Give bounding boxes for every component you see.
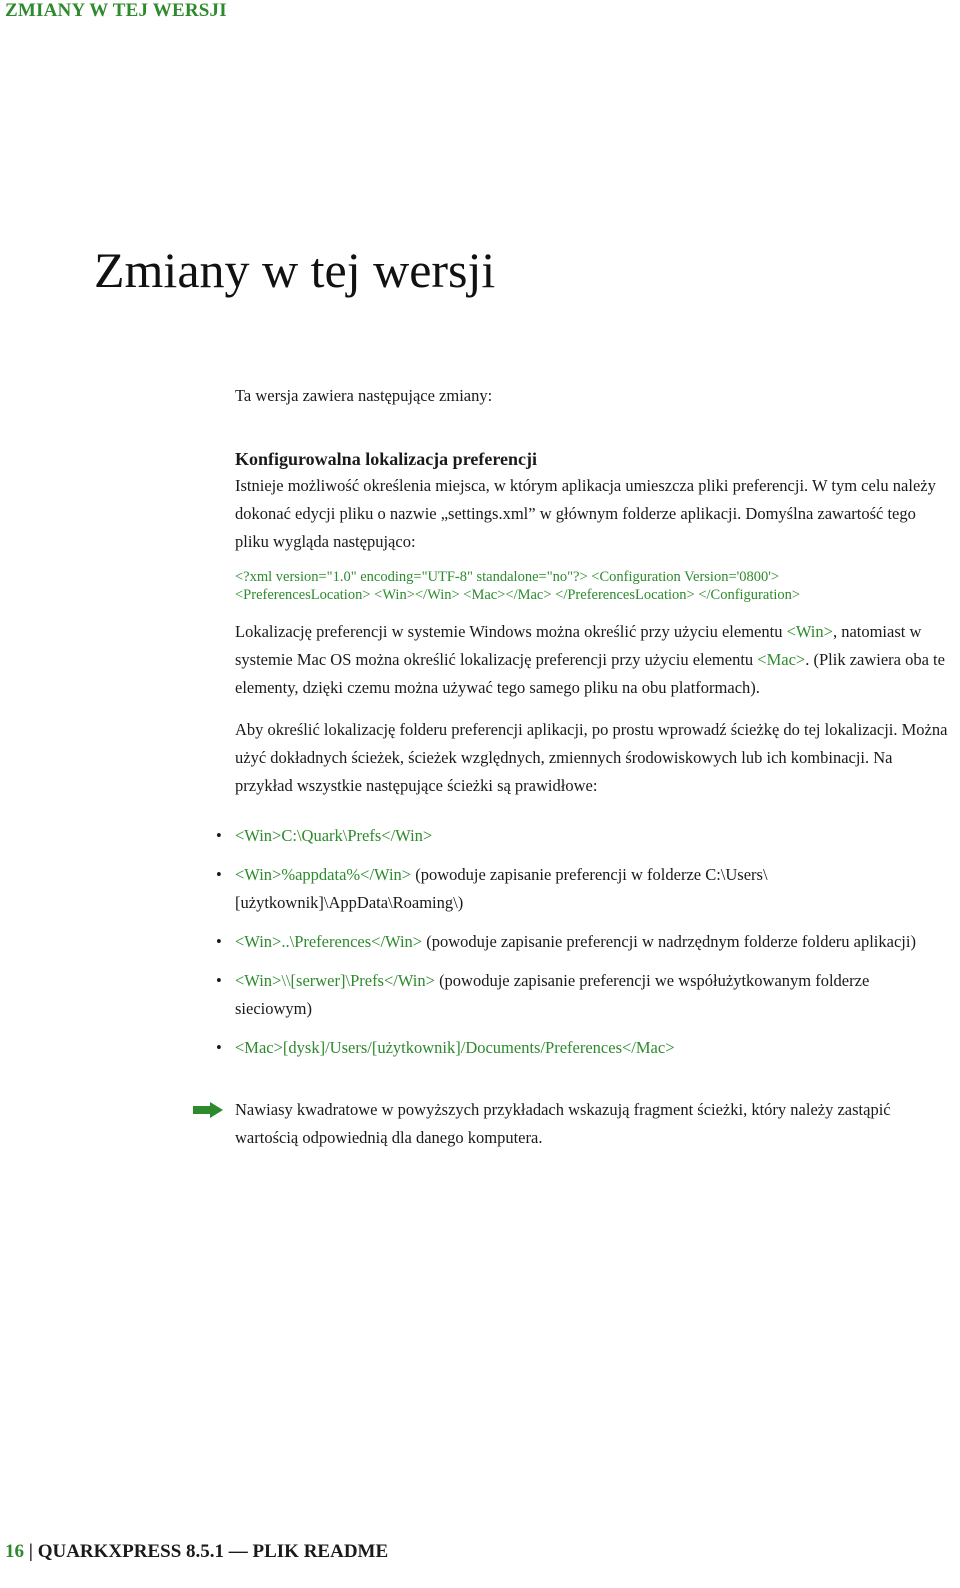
note-box [235, 1096, 950, 1152]
path-note: (powoduje zapisanie preferencji we współużytkowanym folderze sieciowym) [235, 971, 870, 1018]
section-heading: Konfigurowalna lokalizacja preferencji [235, 449, 537, 469]
text-run: . (Plik zawiera oba te elementy, dzięki czemu można używać tego samego pliku na obu platformach). [235, 650, 945, 697]
code-sample [235, 568, 950, 604]
text-run: , natomiast w systemie Mac OS można określić lokalizację preferencji przy użyciu elementu [235, 622, 922, 669]
inline-code-win: <Win> [786, 622, 833, 641]
list-item [216, 822, 950, 850]
code-line: <?xml version="1.0" encoding="UTF-8" standalone="no"?> <Configuration Version='0800'> [235, 569, 780, 585]
running-footer [5, 1541, 388, 1563]
code-line: <PreferencesLocation> <Win></Win> <Mac></Mac> </PreferencesLocation> </Configuration> [235, 587, 801, 603]
path-code: <Win>C:\Quark\Prefs</Win> [235, 826, 433, 845]
bullet: • [216, 865, 222, 884]
footer-separator: | [24, 1541, 38, 1562]
path-note: (powoduje zapisanie preferencji w nadrzędnym folderze folderu aplikacji) [422, 932, 916, 951]
bullet: • [216, 826, 222, 845]
bullet: • [216, 971, 222, 990]
right-arrow-icon [193, 1102, 223, 1118]
path-code: <Win>\\[serwer]\Prefs</Win> [235, 971, 435, 990]
paragraph-paths: Aby określić lokalizację folderu preferencji aplikacji, po prostu wprowadź ścieżkę do tej lokalizacji. Można użyć dokładnych ścieżek, ścieżek względnych, zmiennych środowiskowych lub ich kombinacji. Na przykład wszystkie następujące ścieżki są prawidłowe: [235, 720, 948, 795]
list-item [216, 1034, 950, 1062]
list-item [216, 928, 950, 956]
list-item [216, 967, 950, 1023]
page-number: 16 [5, 1541, 24, 1562]
path-code: <Win>%appdata%</Win> [235, 865, 412, 884]
paragraph-elements [235, 618, 950, 702]
page-title: Zmiany w tej wersji [94, 242, 496, 298]
bullet: • [216, 1038, 222, 1057]
path-note: (powoduje zapisanie preferencji w folderze C:\Users\[użytkownik]\AppData\Roaming\) [235, 865, 768, 912]
path-code: <Mac>[dysk]/Users/[użytkownik]/Documents/Preferences</Mac> [235, 1038, 675, 1057]
running-header: ZMIANY W TEJ WERSJI [5, 0, 227, 21]
list-item [216, 861, 950, 917]
intro-text: Ta wersja zawiera następujące zmiany: [235, 386, 493, 405]
path-examples-list [216, 822, 950, 1062]
note-text: Nawiasy kwadratowe w powyższych przykładach wskazują fragment ścieżki, który należy zastąpić wartością odpowiednią dla danego komputera. [235, 1100, 891, 1147]
paragraph-settings-file: Istnieje możliwość określenia miejsca, w którym aplikacja umieszcza pliki preferencji. W tym celu należy dokonać edycji pliku o nazwie „settings.xml” w głównym folderze aplikacji. Domyślna zawartość tego pliku wygląda następująco: [235, 476, 936, 551]
main-content [216, 382, 950, 1152]
bullet: • [216, 932, 222, 951]
inline-code-mac: <Mac> [757, 650, 806, 669]
path-code: <Win>..\Preferences</Win> [235, 932, 423, 951]
text-run: Lokalizację preferencji w systemie Windows można określić przy użyciu elementu [235, 622, 787, 641]
document-title: QUARKXPRESS 8.5.1 — PLIK README [37, 1541, 389, 1562]
